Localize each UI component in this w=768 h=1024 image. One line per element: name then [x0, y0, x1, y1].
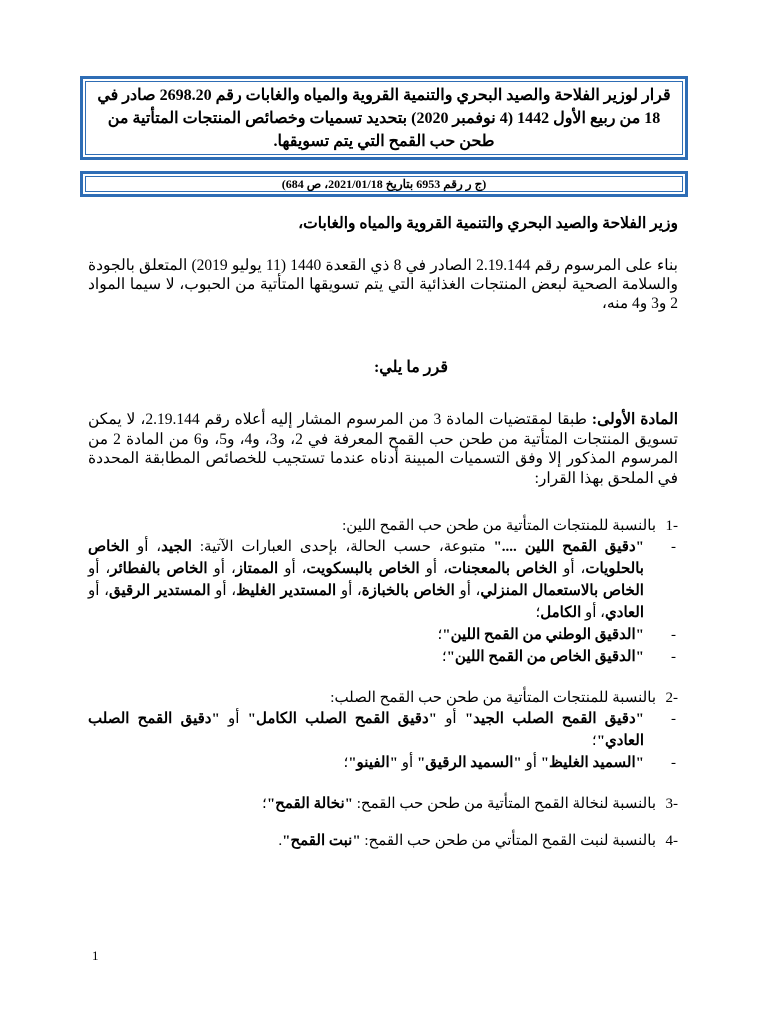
- item-text: ، أو: [129, 539, 162, 555]
- reference-frame: [80, 171, 688, 197]
- item-text: أو: [398, 755, 417, 771]
- article-one-text: طبقا لمقتضيات المادة 3 من المرسوم المشار إليه أعلاه رقم 2.19.144، لا يمكن تسويق المنتجات المتأتية من طحن حب القمح المعرفة في 2، و3، و4، و5، و6 من المادة 2 من المرسوم المذكور إلا وفق التسميات المبينة أدناه عندما تستجيب للخصائص المطابقة المحددة في الملحق بهذا القرار:: [88, 411, 678, 487]
- section-heading-text: بالنسبة للمنتجات المتأتية من طحن حب القمح اللين:: [342, 518, 656, 534]
- item-term: "السميد الغليظ": [540, 755, 644, 771]
- list-item: [88, 624, 678, 646]
- item-term: "الدقيق الوطني من القمح اللين": [442, 627, 644, 643]
- item-term: "السميد الرقيق": [416, 755, 522, 771]
- section-heading-end: .: [278, 833, 283, 849]
- section-heading-text: بالنسبة للمنتجات المتأتية من طحن حب القمح الصلب:: [330, 690, 656, 706]
- item-text: أو: [521, 755, 541, 771]
- item-term: "دقيق القمح الصلب الكامل": [247, 711, 437, 727]
- item-text: ، أو: [454, 583, 481, 599]
- section-heading-end: ؛: [262, 796, 267, 812]
- section-wheat-bran: [88, 794, 678, 814]
- item-text: ؛: [591, 733, 597, 749]
- item-list: [88, 536, 678, 668]
- item-term: العادي: [605, 605, 644, 621]
- section-number: -4: [665, 833, 678, 849]
- item-text: ؛: [535, 605, 541, 621]
- section-heading-text: بالنسبة لنخالة القمح المتأتية من طحن حب القمح:: [352, 796, 656, 812]
- item-term: الخاص بالمعجنات: [447, 561, 558, 577]
- item-text: ؛: [437, 627, 443, 643]
- item-term: المستدير الرقيق: [108, 583, 211, 599]
- decides-heading: قرر ما يلي:: [373, 359, 448, 376]
- section-heading: [88, 794, 678, 814]
- item-text: ، أو: [581, 605, 606, 621]
- item-term: الخاص بالاستعمال المنزلي: [480, 583, 644, 599]
- title-frame-inner: [85, 81, 683, 155]
- minister-line: وزير الفلاحة والصيد البحري والتنمية القروية والمياه والغابات،: [298, 215, 678, 232]
- item-term: "الفينو": [348, 755, 399, 771]
- list-item: [88, 752, 678, 774]
- page-number: 1: [92, 948, 99, 963]
- bullet-dash: -: [671, 539, 676, 555]
- item-text: ، أو: [419, 561, 448, 577]
- item-text: ، أو: [336, 583, 362, 599]
- item-text: أو: [219, 711, 248, 727]
- section-heading-term: "نبت القمح": [282, 833, 361, 849]
- item-term: الكامل: [540, 605, 582, 621]
- section-number: -1: [665, 518, 678, 534]
- article-one: [88, 410, 678, 488]
- reference-frame-inner: [85, 176, 683, 192]
- list-item: [88, 646, 678, 668]
- item-term: "دقيق القمح الصلب الجيد": [464, 711, 644, 727]
- section-heading: [88, 831, 678, 851]
- section-durum-wheat: [88, 688, 678, 774]
- item-term: المستدير الغليظ: [236, 583, 337, 599]
- section-number: -3: [665, 796, 678, 812]
- list-item: [88, 708, 678, 752]
- item-term: "دقيق القمح اللين ....": [493, 539, 644, 555]
- item-term: الجيد: [161, 539, 192, 555]
- item-text: ؛: [441, 649, 447, 665]
- item-term: الخاص بالبسكويت: [306, 561, 420, 577]
- item-term: الخاص بالحلويات: [88, 539, 644, 577]
- section-heading: [88, 688, 678, 708]
- item-text: ؛: [343, 755, 349, 771]
- bullet-dash: -: [671, 711, 676, 727]
- section-heading-term: "نخالة القمح": [266, 796, 353, 812]
- article-one-label: المادة الأولى:: [591, 411, 679, 428]
- item-text: ، أو: [210, 583, 237, 599]
- bullet-dash: -: [671, 627, 676, 643]
- section-heading: [88, 516, 678, 536]
- title-frame: [80, 76, 688, 160]
- preamble-paragraph: بناء على المرسوم رقم 2.19.144 الصادر في 8 ذي القعدة 1440 (11 يوليو 2019) المتعلق بالجودة والسلامة الصحية لبعض المنتجات الغذائية التي يتم تسويقها المتأتية من الحبوب، لا سيما المواد 2 و3 و4 منه،: [88, 257, 678, 312]
- official-gazette-reference: (ج ر رقم 6953 بتاريخ 2021/01/18، ص 684): [281, 176, 487, 191]
- item-term: الممتاز: [235, 561, 279, 577]
- item-term: "دقيق القمح الصلب العادي": [88, 711, 644, 749]
- bullet-dash: -: [671, 755, 676, 771]
- item-text: ، أو: [88, 561, 111, 577]
- list-item: [88, 536, 678, 624]
- section-number: -2: [665, 690, 678, 706]
- item-text: متبوعة، حسب الحالة، بإحدى العبارات الآتية:: [191, 539, 494, 555]
- item-text: ، أو: [557, 561, 586, 577]
- item-term: "الدقيق الخاص من القمح اللين": [446, 649, 644, 665]
- section-heading-text: بالنسبة لنبت القمح المتأتي من طحن حب القمح:: [360, 833, 656, 849]
- item-term: الخاص بالخبازة: [361, 583, 455, 599]
- item-text: أو: [436, 711, 465, 727]
- section-wheat-germ: [88, 831, 678, 851]
- item-text: ، أو: [88, 583, 109, 599]
- item-text: ، أو: [207, 561, 236, 577]
- decree-title: قرار لوزير الفلاحة والصيد البحري والتنمية القروية والمياه والغابات رقم 2698.20 صادر في 18 من ربيع الأول 1442 (4 نوفمبر 2020) بتحديد تسميات وخصائص المنتجات المتأتية من طحن حب القمح التي يتم تسويقها.: [97, 86, 671, 150]
- item-list: [88, 708, 678, 774]
- item-term: الخاص بالفطائر: [110, 561, 208, 577]
- bullet-dash: -: [671, 649, 676, 665]
- item-text: ، أو: [278, 561, 307, 577]
- section-soft-wheat: [88, 516, 678, 668]
